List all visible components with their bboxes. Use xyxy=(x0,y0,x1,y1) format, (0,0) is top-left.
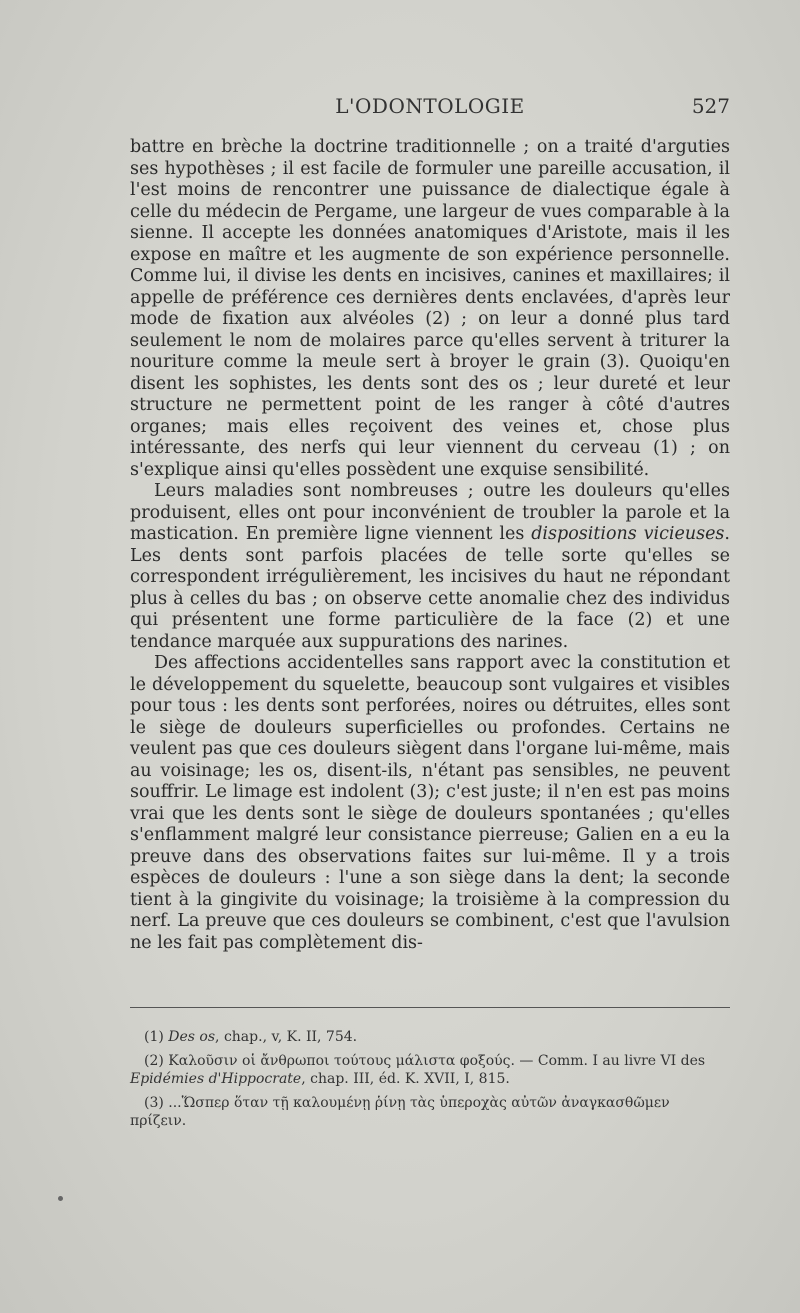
running-title: L'ODONTOLOGIE xyxy=(335,94,525,118)
ink-spot xyxy=(58,1196,63,1201)
footnote-1-text: , chap., v, K. II, 754. xyxy=(215,1029,358,1045)
footnote-2-text: , chap. III, éd. K. XVII, I, 815. xyxy=(301,1071,510,1087)
footnote-2-title: Epidémies d'Hippocrate xyxy=(130,1071,302,1087)
footnote-2-number: (2) xyxy=(144,1053,169,1069)
paragraph-2 xyxy=(130,481,730,653)
paragraph-2-rest: . Les dents sont parfois placées de telle sorte qu'elles se correspondent irrégulièrement, les incisives du haut ne répondant plus à celles du bas ; on observe cette anomalie chez des individus qui présentent une forme particulière de la face (2) et une tendance marquée aux suppurations des narines. xyxy=(130,524,730,652)
footnote-2 xyxy=(130,1052,730,1088)
footnote-3-number: (3) xyxy=(144,1095,169,1111)
footnote-3 xyxy=(130,1094,730,1130)
footnote-3-greek: ...Ὥσπερ ὅταν τῇ καλουμένῃ ῥίνῃ τὰς ὑπεροχὰς αὐτῶν ἀναγκασθῶμεν πρίζειν. xyxy=(130,1095,670,1129)
page-number: 527 xyxy=(691,94,730,118)
footnotes xyxy=(130,1028,730,1136)
paragraph-3: Des affections accidentelles sans rapport avec la constitution et le développement du squelette, beaucoup sont vulgaires et visibles pour tous : les dents sont perforées, noires ou détruites, elles sont le siège de douleurs superficielles ou profondes. Certains ne veulent pas que ces douleurs siègent dans l'organe lui-même, mais au voisinage; les os, disent-ils, n'étant pas sensibles, ne peuvent souffrir. Le limage est indolent (3); c'est juste; il n'en est pas moins vrai que les dents sont le siège de douleurs spontanées ; qu'elles s'enflamment malgré leur consistance pierreuse; Galien en a eu la preuve dans des observations faites sur lui-même. Il y a trois espèces de douleurs : l'une a son siège dans la dent; la seconde tient à la gingivite du voisinage; la troisième à la compression du nerf. La preuve que ces douleurs se combinent, c'est que l'avulsion ne les fait pas complètement dis- xyxy=(130,653,730,953)
footnote-2-mid: — Comm. I au livre VI des xyxy=(514,1053,706,1069)
page-header xyxy=(130,94,730,122)
paragraph-1: battre en brèche la doctrine traditionnelle ; on a traité d'arguties ses hypothèses ; il est facile de formuler une pareille accusation, il l'est moins de rencontrer une puissance de dialectique égale à celle du médecin de Pergame, une largeur de vues comparable à la sienne. Il accepte les données anatomiques d'Aristote, mais il les expose en maître et les augmente de son expérience personnelle. Comme lui, il divise les dents en incisives, canines et maxillaires; il appelle de préférence ces dernières dents enclavées, d'après leur mode de fixation aux alvéoles (2) ; on leur a donné plus tard seulement le nom de molaires parce qu'elles servent à triturer la nouriture comme la meule sert à broyer le grain (3). Quoiqu'en disent les sophistes, les dents sont des os ; leur dureté et leur structure ne permettent point de les ranger à côté d'autres organes; mais elles reçoivent des veines et, chose plus intéressante, des nerfs qui leur viennent du cerveau (1) ; on s'explique ainsi qu'elles possèdent une exquise sensibilité. xyxy=(130,137,730,480)
footnote-2-greek: Καλοῦσιν οἱ ἄνθρωποι τούτους μάλιστα φοξούς. xyxy=(168,1053,515,1069)
footnote-1-number: (1) xyxy=(144,1029,169,1045)
paragraph-2-italic: dispositions vicieuses xyxy=(531,524,725,544)
footnote-rule xyxy=(130,1007,730,1008)
footnote-1-title: Des os xyxy=(168,1029,216,1045)
main-text xyxy=(130,137,730,954)
footnote-1 xyxy=(130,1028,730,1046)
paragraph-2-lead: Leurs maladies sont nombreuses ; outre les douleurs qu'elles produisent, elles ont pour inconvénient de troubler la parole et la mastication. En première ligne viennent les xyxy=(130,481,730,544)
